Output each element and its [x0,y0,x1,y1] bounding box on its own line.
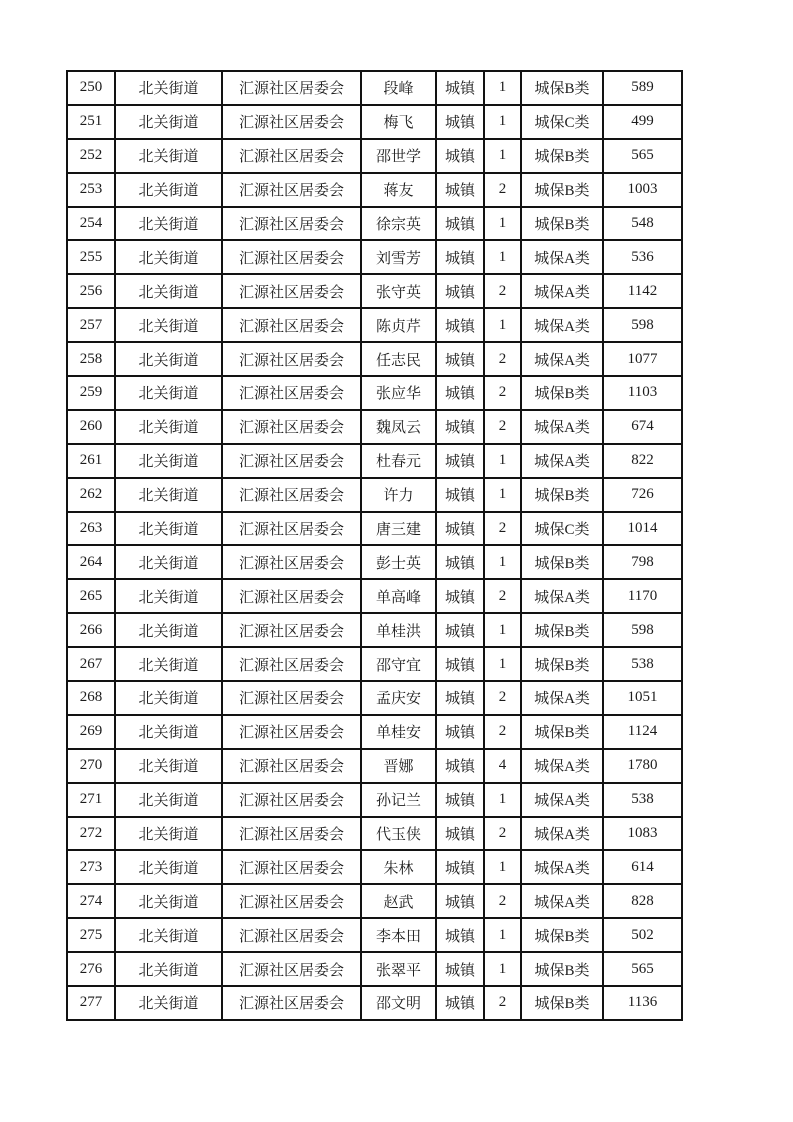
table-row [67,478,682,512]
cell-person-count: 1 [484,207,521,241]
cell-community: 汇源社区居委会 [222,478,361,512]
cell-person-count: 1 [484,647,521,681]
cell-person-count: 1 [484,139,521,173]
cell-street: 北关街道 [115,71,222,105]
table-row [67,681,682,715]
cell-category: 城保B类 [521,952,603,986]
cell-serial-number: 253 [67,173,115,207]
cell-community: 汇源社区居委会 [222,444,361,478]
cell-category: 城保B类 [521,918,603,952]
cell-serial-number: 261 [67,444,115,478]
cell-community: 汇源社区居委会 [222,715,361,749]
cell-person-name: 许力 [361,478,436,512]
cell-person-count: 2 [484,884,521,918]
table-row [67,817,682,851]
cell-category: 城保A类 [521,240,603,274]
cell-street: 北关街道 [115,613,222,647]
cell-category: 城保C类 [521,105,603,139]
cell-category: 城保B类 [521,545,603,579]
cell-street: 北关街道 [115,410,222,444]
cell-hukou-type: 城镇 [436,342,484,376]
cell-amount: 1014 [603,512,682,546]
table-row [67,545,682,579]
table-row [67,579,682,613]
cell-category: 城保A类 [521,850,603,884]
cell-serial-number: 269 [67,715,115,749]
cell-community: 汇源社区居委会 [222,105,361,139]
cell-hukou-type: 城镇 [436,647,484,681]
cell-hukou-type: 城镇 [436,512,484,546]
cell-person-count: 4 [484,749,521,783]
cell-hukou-type: 城镇 [436,376,484,410]
cell-street: 北关街道 [115,850,222,884]
cell-hukou-type: 城镇 [436,173,484,207]
cell-person-count: 1 [484,545,521,579]
cell-person-count: 1 [484,444,521,478]
cell-street: 北关街道 [115,478,222,512]
cell-hukou-type: 城镇 [436,545,484,579]
cell-person-name: 任志民 [361,342,436,376]
cell-amount: 538 [603,647,682,681]
cell-person-name: 陈贞芹 [361,308,436,342]
cell-amount: 536 [603,240,682,274]
cell-serial-number: 268 [67,681,115,715]
table-row [67,207,682,241]
cell-person-name: 孟庆安 [361,681,436,715]
cell-category: 城保A类 [521,342,603,376]
cell-community: 汇源社区居委会 [222,173,361,207]
cell-person-name: 赵武 [361,884,436,918]
cell-amount: 674 [603,410,682,444]
cell-person-name: 单桂安 [361,715,436,749]
table-row [67,749,682,783]
cell-category: 城保B类 [521,139,603,173]
cell-category: 城保B类 [521,207,603,241]
cell-amount: 828 [603,884,682,918]
cell-hukou-type: 城镇 [436,986,484,1020]
cell-community: 汇源社区居委会 [222,579,361,613]
cell-community: 汇源社区居委会 [222,274,361,308]
cell-hukou-type: 城镇 [436,613,484,647]
cell-serial-number: 276 [67,952,115,986]
cell-street: 北关街道 [115,376,222,410]
table-sheet [66,70,683,1021]
cell-person-count: 2 [484,817,521,851]
cell-hukou-type: 城镇 [436,105,484,139]
cell-person-name: 张守英 [361,274,436,308]
cell-amount: 589 [603,71,682,105]
cell-amount: 1170 [603,579,682,613]
table-row [67,274,682,308]
cell-person-count: 2 [484,410,521,444]
cell-person-count: 1 [484,613,521,647]
cell-community: 汇源社区居委会 [222,613,361,647]
cell-category: 城保A类 [521,308,603,342]
cell-person-name: 代玉侠 [361,817,436,851]
cell-street: 北关街道 [115,817,222,851]
cell-street: 北关街道 [115,240,222,274]
cell-hukou-type: 城镇 [436,850,484,884]
cell-street: 北关街道 [115,986,222,1020]
cell-street: 北关街道 [115,308,222,342]
cell-amount: 1077 [603,342,682,376]
cell-serial-number: 267 [67,647,115,681]
cell-serial-number: 257 [67,308,115,342]
cell-person-count: 2 [484,173,521,207]
cell-amount: 499 [603,105,682,139]
cell-person-name: 刘雪芳 [361,240,436,274]
cell-amount: 798 [603,545,682,579]
cell-person-name: 朱林 [361,850,436,884]
cell-person-count: 2 [484,681,521,715]
cell-street: 北关街道 [115,681,222,715]
cell-person-count: 1 [484,105,521,139]
cell-amount: 1003 [603,173,682,207]
cell-serial-number: 264 [67,545,115,579]
cell-street: 北关街道 [115,647,222,681]
cell-hukou-type: 城镇 [436,918,484,952]
table-row [67,308,682,342]
cell-person-name: 邵文明 [361,986,436,1020]
cell-amount: 1124 [603,715,682,749]
cell-category: 城保A类 [521,274,603,308]
table-row [67,715,682,749]
cell-street: 北关街道 [115,715,222,749]
table-row [67,173,682,207]
cell-amount: 1051 [603,681,682,715]
cell-hukou-type: 城镇 [436,783,484,817]
cell-category: 城保A类 [521,579,603,613]
cell-person-name: 徐宗英 [361,207,436,241]
cell-person-name: 魏凤云 [361,410,436,444]
cell-serial-number: 277 [67,986,115,1020]
cell-amount: 502 [603,918,682,952]
cell-serial-number: 274 [67,884,115,918]
table-row [67,952,682,986]
cell-person-name: 单桂洪 [361,613,436,647]
cell-hukou-type: 城镇 [436,478,484,512]
cell-community: 汇源社区居委会 [222,681,361,715]
cell-street: 北关街道 [115,173,222,207]
cell-person-count: 2 [484,342,521,376]
cell-street: 北关街道 [115,952,222,986]
cell-person-name: 蒋友 [361,173,436,207]
cell-category: 城保B类 [521,613,603,647]
cell-hukou-type: 城镇 [436,952,484,986]
cell-person-count: 1 [484,850,521,884]
cell-category: 城保A类 [521,783,603,817]
cell-amount: 614 [603,850,682,884]
cell-category: 城保A类 [521,681,603,715]
cell-category: 城保B类 [521,647,603,681]
cell-person-count: 1 [484,240,521,274]
cell-amount: 538 [603,783,682,817]
cell-person-name: 孙记兰 [361,783,436,817]
cell-person-name: 张翠平 [361,952,436,986]
cell-hukou-type: 城镇 [436,139,484,173]
table-row [67,512,682,546]
cell-serial-number: 265 [67,579,115,613]
cell-amount: 598 [603,308,682,342]
cell-category: 城保A类 [521,817,603,851]
cell-person-count: 2 [484,376,521,410]
cell-person-count: 2 [484,512,521,546]
cell-street: 北关街道 [115,512,222,546]
cell-serial-number: 273 [67,850,115,884]
table-row [67,986,682,1020]
cell-person-count: 2 [484,715,521,749]
table-row [67,613,682,647]
cell-community: 汇源社区居委会 [222,207,361,241]
table-row [67,444,682,478]
cell-hukou-type: 城镇 [436,749,484,783]
cell-street: 北关街道 [115,749,222,783]
cell-amount: 1136 [603,986,682,1020]
cell-person-count: 1 [484,918,521,952]
cell-serial-number: 255 [67,240,115,274]
cell-category: 城保A类 [521,884,603,918]
cell-person-name: 晋娜 [361,749,436,783]
cell-hukou-type: 城镇 [436,240,484,274]
cell-community: 汇源社区居委会 [222,71,361,105]
table-row [67,783,682,817]
table-row [67,884,682,918]
cell-community: 汇源社区居委会 [222,884,361,918]
cell-amount: 1780 [603,749,682,783]
cell-person-count: 2 [484,274,521,308]
cell-community: 汇源社区居委会 [222,749,361,783]
cell-hukou-type: 城镇 [436,884,484,918]
cell-person-count: 1 [484,783,521,817]
table-row [67,376,682,410]
cell-street: 北关街道 [115,207,222,241]
cell-community: 汇源社区居委会 [222,376,361,410]
cell-serial-number: 270 [67,749,115,783]
cell-serial-number: 252 [67,139,115,173]
table-row [67,105,682,139]
cell-serial-number: 256 [67,274,115,308]
cell-serial-number: 260 [67,410,115,444]
table-row [67,918,682,952]
table-body [67,71,682,1020]
cell-serial-number: 262 [67,478,115,512]
cell-amount: 565 [603,139,682,173]
cell-category: 城保B类 [521,173,603,207]
cell-amount: 1083 [603,817,682,851]
cell-hukou-type: 城镇 [436,410,484,444]
cell-community: 汇源社区居委会 [222,139,361,173]
cell-person-count: 2 [484,579,521,613]
table-row [67,647,682,681]
cell-street: 北关街道 [115,545,222,579]
cell-community: 汇源社区居委会 [222,410,361,444]
cell-person-count: 1 [484,478,521,512]
cell-street: 北关街道 [115,444,222,478]
cell-community: 汇源社区居委会 [222,647,361,681]
cell-street: 北关街道 [115,139,222,173]
cell-serial-number: 259 [67,376,115,410]
cell-community: 汇源社区居委会 [222,342,361,376]
cell-serial-number: 258 [67,342,115,376]
cell-amount: 1103 [603,376,682,410]
cell-serial-number: 275 [67,918,115,952]
cell-person-count: 1 [484,308,521,342]
cell-person-name: 邵守宜 [361,647,436,681]
cell-hukou-type: 城镇 [436,715,484,749]
cell-person-count: 1 [484,952,521,986]
cell-category: 城保B类 [521,478,603,512]
recipient-table [66,70,683,1021]
cell-category: 城保A类 [521,749,603,783]
cell-community: 汇源社区居委会 [222,952,361,986]
cell-street: 北关街道 [115,884,222,918]
cell-person-name: 杜春元 [361,444,436,478]
cell-person-name: 单高峰 [361,579,436,613]
cell-serial-number: 271 [67,783,115,817]
table-row [67,139,682,173]
cell-community: 汇源社区居委会 [222,308,361,342]
cell-category: 城保B类 [521,986,603,1020]
cell-serial-number: 263 [67,512,115,546]
cell-community: 汇源社区居委会 [222,783,361,817]
cell-community: 汇源社区居委会 [222,240,361,274]
cell-amount: 548 [603,207,682,241]
cell-amount: 565 [603,952,682,986]
cell-category: 城保A类 [521,410,603,444]
cell-category: 城保B类 [521,376,603,410]
cell-community: 汇源社区居委会 [222,918,361,952]
cell-serial-number: 272 [67,817,115,851]
cell-serial-number: 254 [67,207,115,241]
cell-hukou-type: 城镇 [436,274,484,308]
cell-serial-number: 266 [67,613,115,647]
cell-person-count: 1 [484,71,521,105]
cell-street: 北关街道 [115,274,222,308]
cell-hukou-type: 城镇 [436,817,484,851]
cell-person-name: 彭士英 [361,545,436,579]
cell-hukou-type: 城镇 [436,207,484,241]
cell-community: 汇源社区居委会 [222,817,361,851]
cell-hukou-type: 城镇 [436,444,484,478]
table-row [67,410,682,444]
cell-category: 城保A类 [521,444,603,478]
cell-street: 北关街道 [115,342,222,376]
cell-serial-number: 250 [67,71,115,105]
cell-street: 北关街道 [115,105,222,139]
cell-community: 汇源社区居委会 [222,545,361,579]
cell-community: 汇源社区居委会 [222,986,361,1020]
cell-category: 城保C类 [521,512,603,546]
cell-person-name: 梅飞 [361,105,436,139]
table-row [67,71,682,105]
cell-person-name: 唐三建 [361,512,436,546]
cell-person-count: 2 [484,986,521,1020]
cell-person-name: 邵世学 [361,139,436,173]
cell-amount: 598 [603,613,682,647]
cell-street: 北关街道 [115,579,222,613]
cell-hukou-type: 城镇 [436,579,484,613]
cell-community: 汇源社区居委会 [222,850,361,884]
cell-amount: 1142 [603,274,682,308]
table-row [67,342,682,376]
cell-hukou-type: 城镇 [436,681,484,715]
cell-hukou-type: 城镇 [436,308,484,342]
cell-community: 汇源社区居委会 [222,512,361,546]
cell-serial-number: 251 [67,105,115,139]
cell-person-name: 李本田 [361,918,436,952]
table-row [67,850,682,884]
table-row [67,240,682,274]
cell-amount: 822 [603,444,682,478]
cell-category: 城保B类 [521,715,603,749]
cell-person-name: 段峰 [361,71,436,105]
cell-street: 北关街道 [115,783,222,817]
cell-amount: 726 [603,478,682,512]
cell-category: 城保B类 [521,71,603,105]
cell-hukou-type: 城镇 [436,71,484,105]
cell-street: 北关街道 [115,918,222,952]
cell-person-name: 张应华 [361,376,436,410]
